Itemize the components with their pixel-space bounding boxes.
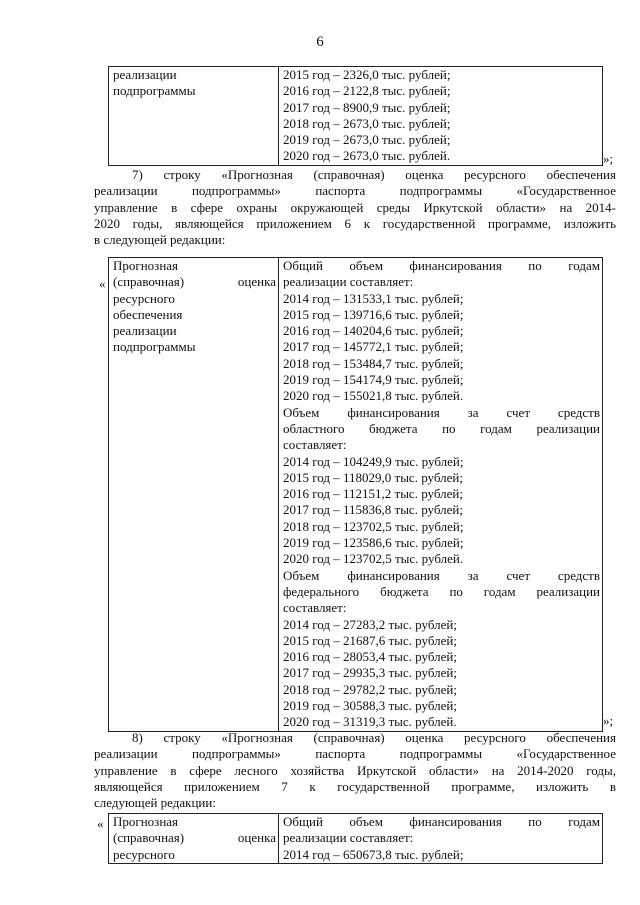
paragraph-8-line: 8) строку «Прогнозная (справочная) оценка ресурсного обеспечения [132,730,616,745]
table-funding-previous [108,66,603,166]
paragraph-8 [94,730,616,811]
table2-label-line: подпрограммы [113,339,196,355]
table2-value-line: 2019 год – 154174,9 тыс. рублей; [283,372,464,388]
paragraph-7-line: в следующей редакции: [94,232,226,248]
table3-opening-quote: « [97,816,104,831]
table1-value-line: 2019 год – 2673,0 тыс. рублей; [283,132,451,148]
table2-label-line: (справочная) оценка [113,274,276,290]
table2-value-line: 2019 год – 30588,3 тыс. рублей; [283,698,457,714]
table1-closing-quote: »; [603,151,614,166]
table2-value-line: 2020 год – 155021,8 тыс. рублей. [283,388,464,404]
table2-label-line: обеспечения [113,306,183,322]
table2-closing-quote: »; [603,713,614,728]
table2-value-line: 2018 год – 29782,2 тыс. рублей; [283,681,457,697]
table2-value-line: составляет: [283,437,347,453]
table1-value-line: 2017 год – 8900,9 тыс. рублей; [283,99,451,115]
table2-value-line: 2017 год – 115836,8 тыс. рублей; [283,502,463,518]
table3-value-line: 2014 год – 650673,8 тыс. рублей; [283,846,464,862]
table2-value-line: 2015 год – 21687,6 тыс. рублей; [283,632,457,648]
table3-value-line: реализации составляет: [283,830,414,846]
table3-label-cell [109,814,279,864]
paragraph-7-line: управление в сфере охраны окружающей среды Иркутской области» на 2014- [94,199,616,215]
table2-value-line: 2014 год – 131533,1 тыс. рублей; [283,290,464,306]
paragraph-7-line: 2020 годы, являющейся приложением 6 к государственной программе, изложить [94,215,616,231]
table2-value-line: Общий объем финансирования по годам [283,258,600,273]
table1-value-line: 2016 год – 2122,8 тыс. рублей; [283,83,451,99]
table2-value-cell [279,258,603,732]
table2-value-line: составляет: [283,600,347,616]
table1-label-cell [109,67,279,166]
table2-value-line: 2018 год – 153484,7 тыс. рублей; [283,355,464,371]
table3-label-line: (справочная) оценка [113,830,276,846]
table2-value-line: 2018 год – 123702,5 тыс. рублей; [283,518,464,534]
table2-opening-quote: « [99,276,106,291]
table2-value-line: федерального бюджета по годам реализации [283,583,600,599]
table2-value-line: 2020 год – 31319,3 тыс. рублей. [283,714,457,730]
table2-label-line: Прогнозная [113,258,179,273]
table2-value-line: 2017 год – 145772,1 тыс. рублей; [283,339,464,355]
table1-label-line: подпрограммы [113,83,196,99]
table2-label-line: реализации [113,323,177,339]
table2-value-line: реализации составляет: [283,274,414,290]
table2-value-line: 2017 год – 29935,3 тыс. рублей; [283,665,457,681]
table2-value-line: 2014 год – 104249,9 тыс. рублей; [283,453,464,469]
table1-value-cell [279,67,603,166]
table2-label-line: ресурсного [113,290,175,306]
table3-value-cell [279,814,603,864]
paragraph-7-line: реализации подпрограммы» паспорта подпрограммы «Государственное [94,183,616,199]
table1-value-line: 2015 год – 2326,0 тыс. рублей; [283,67,451,82]
table2-value-line: 2014 год – 27283,2 тыс. рублей; [283,616,457,632]
table-funding-environment [108,257,603,732]
page-number: 6 [316,34,324,50]
table2-value-line: 2016 год – 112151,2 тыс. рублей; [283,486,463,502]
table3-value-line: Общий объем финансирования по годам [283,814,600,829]
table2-value-line: 2019 год – 123586,6 тыс. рублей; [283,535,464,551]
paragraph-8-line: управление в сфере лесного хозяйства Иркутской области» на 2014-2020 годы, [94,762,616,778]
paragraph-8-line: реализации подпрограммы» паспорта подпрограммы «Государственное [94,746,616,762]
table2-value-line: 2016 год – 140204,6 тыс. рублей; [283,323,464,339]
paragraph-8-line: следующей редакции: [94,795,216,811]
table2-value-line: Объем финансирования за счет средств [283,404,600,420]
table2-value-line: 2015 год – 118029,0 тыс. рублей; [283,469,463,485]
table-funding-forestry [108,813,603,864]
table2-value-line: областного бюджета по годам реализации [283,420,600,436]
paragraph-8-line: являющейся приложением 7 к государственной программе, изложить в [94,778,616,794]
table2-value-line: 2020 год – 123702,5 тыс. рублей. [283,551,464,567]
paragraph-7 [94,167,616,248]
paragraph-7-line: 7) строку «Прогнозная (справочная) оценка ресурсного обеспечения [132,167,616,182]
table2-value-line: 2015 год – 139716,6 тыс. рублей; [283,306,464,322]
table1-label-line: реализации [113,67,177,82]
table2-value-line: 2016 год – 28053,4 тыс. рублей; [283,649,457,665]
table1-value-line: 2020 год – 2673,0 тыс. рублей. [283,148,451,164]
table2-label-cell [109,258,279,732]
table3-label-line: Прогнозная [113,814,179,829]
table1-value-line: 2018 год – 2673,0 тыс. рублей; [283,115,451,131]
table2-value-line: Объем финансирования за счет средств [283,567,600,583]
table3-label-line: ресурсного [113,846,175,862]
